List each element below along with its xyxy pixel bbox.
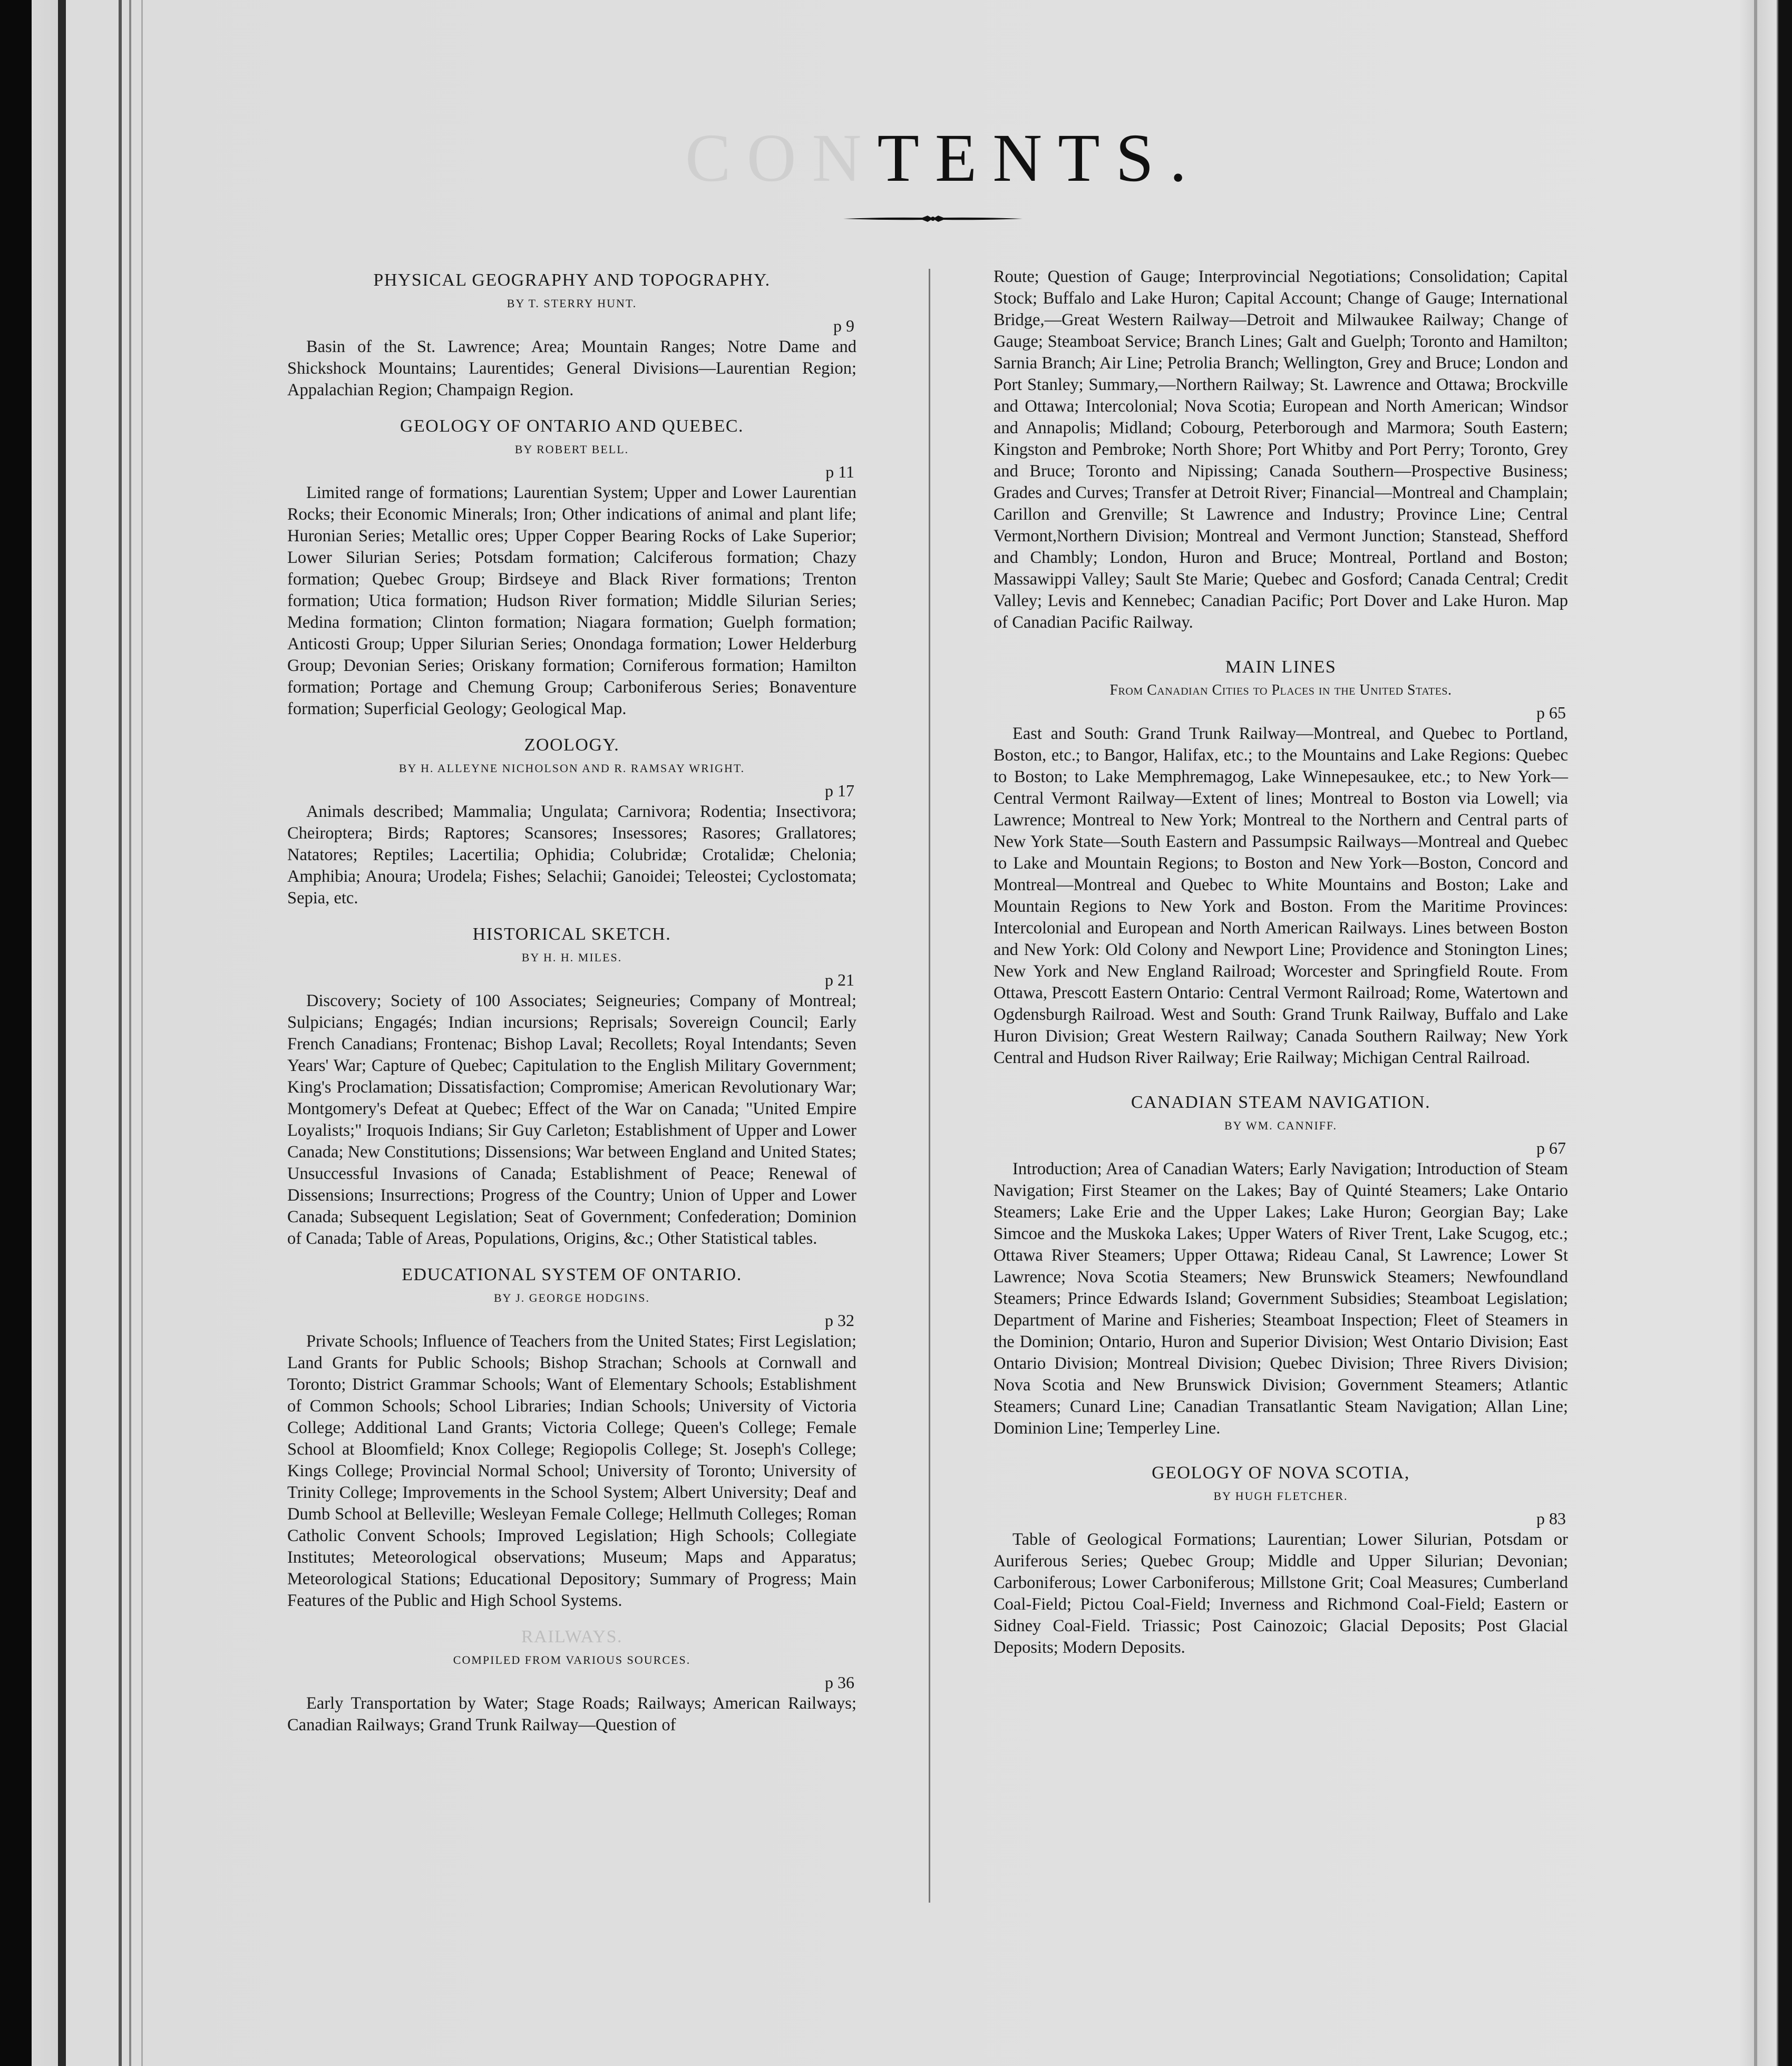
section-title: PHYSICAL GEOGRAPHY AND TOPOGRAPHY.: [373, 270, 771, 290]
section-author: BY T. STERRY HUNT.: [507, 297, 637, 310]
section-title: HISTORICAL SKETCH.: [472, 924, 671, 944]
left-column: [287, 269, 856, 1736]
section-title: MAIN LINES: [1225, 657, 1337, 677]
section-physical-geography: [287, 269, 856, 401]
page-reference: p 67: [1536, 1138, 1566, 1157]
section-author: BY H. H. MILES.: [521, 951, 622, 964]
section-author: COMPILED FROM VARIOUS SOURCES.: [453, 1653, 691, 1667]
title-faded: CON: [685, 120, 878, 196]
section-geology-ontario: [287, 415, 856, 720]
section-zoology: [287, 734, 856, 909]
section-title: EDUCATIONAL SYSTEM OF ONTARIO.: [402, 1265, 742, 1284]
page-reference: p 17: [825, 781, 854, 800]
section-railways: [287, 1625, 856, 1736]
section-geology-nova-scotia: [994, 1461, 1568, 1659]
page-reference: p 32: [825, 1311, 854, 1330]
page-reference: p 9: [833, 316, 854, 335]
page-reference: p 21: [825, 970, 854, 989]
column-divider: [929, 269, 930, 1903]
railways-continued: Route; Question of Gauge; Interprovincial Negotiations; Consolidation; Capital Stock; Buffalo and Lake Huron; Capital Account; Change of Gauge; International Bridge,—Great Western Railway—Detroit and Milwaukee Railway; Change of Gauge; Steamboat Service; Branch Lines; Galt and Guelph; Toronto and Hamilton; Sarnia Branch; Air Line; Petrolia Branch; Wellington, Grey and Bruce; London and Port Stanley; Summary,—Northern Railway; St. Lawrence and Ottawa; Brockville and Ottawa; Intercolonial; Nova Scotia; European and North American; Windsor and Annapolis; Midland; Cobourg, Peterborough and Marmora; South Eastern; Kingston and Pembroke; North Shore; Port Whitby and Port Perry; Toronto, Grey and Bruce; Toronto and Nipissing; Canada Southern—Prospective Business; Grades and Curves; Transfer at Detroit River; Financial—Montreal and Champlain; Carillon and Grenville; St Lawrence and Industry; Province Line; Central Vermont,Northern Division; Montreal and Vermont Junction; Stanstead, Shefford and Chambly; London, Huron and Bruce; Montreal, Portland and Boston; Massawippi Valley; Sault Ste Marie; Quebec and Gosford; Canada Central; Credit Valley; Levis and Kennebec; Canadian Pacific; Port Dover and Lake Huron. Map of Canadian Pacific Railway.: [994, 267, 1568, 632]
section-title: GEOLOGY OF NOVA SCOTIA,: [1152, 1463, 1410, 1483]
section-contents: Introduction; Area of Canadian Waters; Early Navigation; Introduction of Steam Navigation; First Steamer on the Lakes; Bay of Quinté Steamers; Lake Ontario Steamers; Lake Erie and the Upper Lakes; Lake Huron; Georgian Bay; Lake Simcoe and the Muskoka Lakes; Upper Waters of River Trent, Lake Scugog, etc.; Ottawa River Steamers; Upper Ottawa; Rideau Canal, St Lawrence; Lower St Lawrence; Nova Scotia Steamers; New Brunswick Steamers; Newfoundland Steamers; Prince Edwards Island; Government Subsidies; Steamboat Legislation; Department of Marine and Fisheries; Steamboat Inspection; Fleet of Steamers in the Dominion; Ontario, Huron and Superior Division; West Ontario Division; East Ontario Division; Montreal Division; Quebec Division; Three Rivers Division; Nova Scotia and New Brunswick Division; Government Steamers; Atlantic Steamers; Cunard Line; Canadian Transatlantic Steam Navigation; Allan Line; Dominion Line; Temperley Line.: [994, 1159, 1568, 1438]
section-author: BY HUGH FLETCHER.: [1213, 1489, 1348, 1503]
section-contents: Discovery; Society of 100 Associates; Seigneuries; Company of Montreal; Sulpicians; Engagés; Indian incursions; Reprisals; Sovereign Council; Early French Canadians; Frontenac; Bishop Laval; Recollets; Royal Intendants; Seven Years' War; Capture of Quebec; Capitulation to the English Military Government; King's Proclamation; Dissatisfaction; Compromise; American Revolutionary War; Montgomery's Defeat at Quebec; Effect of the War on Canada; "United Empire Loyalists;" Iroquois Indians; Sir Guy Carleton; Establishment of Upper and Lower Canada; New Constitutions; Dissensions; War between England and United States; Unsuccessful Invasions of Canada; Establishment of Peace; Renewal of Dissensions; Insurrections; Progress of the Country; Union of Upper and Lower Canada; Subsequent Legislation; Seat of Government; Confederation; Dominion of Canada; Table of Areas, Populations, Origins, &c.; Other Statistical tables.: [287, 991, 856, 1248]
section-contents: Limited range of formations; Laurentian System; Upper and Lower Laurentian Rocks; their Economic Minerals; Iron; Other indications of animal and plant life; Huronian Series; Metallic ores; Upper Copper Bearing Rocks of Lake Superior; Lower Silurian Series; Potsdam formation; Calciferous formation; Chazy formation; Quebec Group; Birdseye and Black River formations; Trenton formation; Utica formation; Hudson River formation; Middle Silurian Series; Medina formation; Clinton formation; Niagara formation; Guelph formation; Anticosti Group; Upper Silurian Series; Onondaga formation; Lower Helderburg Group; Devonian Series; Oriskany formation; Corniferous formation; Hamilton formation; Portage and Chemung Group; Carboniferous Series; Bonaventure formation; Superficial Geology; Geological Map.: [287, 483, 856, 718]
section-title: CANADIAN STEAM NAVIGATION.: [1131, 1093, 1431, 1112]
section-contents: Basin of the St. Lawrence; Area; Mountain Ranges; Notre Dame and Shickshock Mountains; Laurentides; General Divisions—Laurentian Region; Appalachian Region; Champaign Region.: [287, 337, 856, 399]
right-column: [994, 266, 1568, 1659]
section-author: BY ROBERT BELL.: [514, 443, 629, 456]
page-edge: [1754, 0, 1757, 2066]
section-title: GEOLOGY OF ONTARIO AND QUEBEC.: [400, 416, 744, 436]
section-main-lines: [994, 656, 1568, 1069]
section-subtitle: From Canadian Cities to Places in the United States.: [1109, 682, 1452, 698]
page-edge: [141, 0, 143, 2066]
page-edge: [119, 0, 122, 2066]
section-educational: [287, 1263, 856, 1612]
ornament-divider: [843, 208, 1022, 229]
section-historical: [287, 923, 856, 1250]
section-author: BY J. GEORGE HODGINS.: [493, 1291, 650, 1304]
page-reference: p 65: [1536, 703, 1566, 722]
section-contents: Early Transportation by Water; Stage Roads; Railways; American Railways; Canadian Railways; Grand Trunk Railway—Question of: [287, 1694, 856, 1734]
section-contents: Table of Geological Formations; Laurentian; Lower Silurian, Potsdam or Auriferous Series; Quebec Group; Middle and Upper Silurian; Devonian; Carboniferous; Lower Carboniferous; Millstone Grit; Coal Measures; Cumberland Coal-Field; Pictou Coal-Field; Inverness and Richmond Coal-Field; Eastern or Sidney Coal-Field. Triassic; Post Cainozoic; Glacial Deposits; Post Glacial Deposits; Modern Deposits.: [994, 1530, 1568, 1657]
page-edge: [129, 0, 131, 2066]
section-title: RAILWAYS.: [521, 1627, 623, 1646]
section-author: BY WM. CANNIFF.: [1224, 1119, 1338, 1132]
page-reference: p 83: [1536, 1509, 1566, 1528]
section-title: ZOOLOGY.: [524, 735, 620, 755]
section-steam-navigation: [994, 1091, 1568, 1439]
section-contents: East and South: Grand Trunk Railway—Montreal, and Quebec to Portland, Boston, etc.; to Bangor, Halifax, etc.; to the Mountains and Lake Regions: Quebec to Boston; to Lake Memphremagog, Lake Winnepesaukee, etc.; to New York—Central Vermont Railway—Extent of lines; Montreal to Boston via Lowell; via Lawrence; Montreal to New York; Montreal to the Northern and Central parts of New York State—South Eastern and Passumpsic Railways—Montreal and Quebec to Lake and Mountain Regions; to Boston and New York—Boston, Concord and Montreal—Montreal and Quebec to White Mountains and Boston; Lake and Mountain Regions to New York and Boston. From the Maritime Provinces: Intercolonial and European and North American Railways. Lines between Boston and New York: Old Colony and Newport Line; Providence and Stonington Lines; New York and New England Railroad; Worcester and Springfield Route. From Ottawa, Prescott Eastern Ontario: Central Vermont Railroad; Rome, Watertown and Ogdensburgh Railroad. West and South: Grand Trunk Railway, Buffalo and Lake Huron Division; Great Western Railway; Canada Southern Railway; New York Central and Hudson River Railway; Erie Railway; Michigan Central Railroad.: [994, 724, 1568, 1067]
page-reference: p 36: [825, 1673, 854, 1692]
section-contents: Animals described; Mammalia; Ungulata; Carnivora; Rodentia; Insectivora; Cheiroptera; Birds; Raptores; Scansores; Insessores; Rasores; Grallatores; Natatores; Reptiles; Lacertilia; Ophidia; Colubridæ; Crotalidæ; Chelonia; Amphibia; Anoura; Urodela; Fishes; Selachii; Ganoidei; Teleostei; Cyclostomata; Sepia, etc.: [287, 802, 856, 908]
section-author: BY H. ALLEYNE NICHOLSON AND R. RAMSAY WRIGHT.: [398, 762, 745, 775]
section-contents: Private Schools; Influence of Teachers from the United States; First Legislation; Land Grants for Public Schools; Bishop Strachan; Schools at Cornwall and Toronto; District Grammar Schools; Want of Elementary Schools; Establishment of Common Schools; School Libraries; Indian Schools; University of Victoria College; Additional Land Grants; Victoria College; Queen's College; Female School at Bloomfield; Knox College; Regiopolis College; St. Joseph's College; Kings College; Provincial Normal School; University of Toronto; University of Trinity College; Improvements in the School System; Albert University; Deaf and Dumb School at Belleville; Wesleyan Female College; Hellmuth Colleges; Roman Catholic Convent Schools; Improved Legislation; High Schools; Collegiate Institutes; Meteorological observations; Museum; Maps and Apparatus; Meteorological Stations; Educational Depository; Summary of Progress; Main Features of the Public and High School Systems.: [287, 1332, 856, 1610]
page-title: [685, 119, 1203, 198]
page-reference: p 11: [825, 462, 854, 481]
title-text: TENTS.: [877, 120, 1203, 196]
